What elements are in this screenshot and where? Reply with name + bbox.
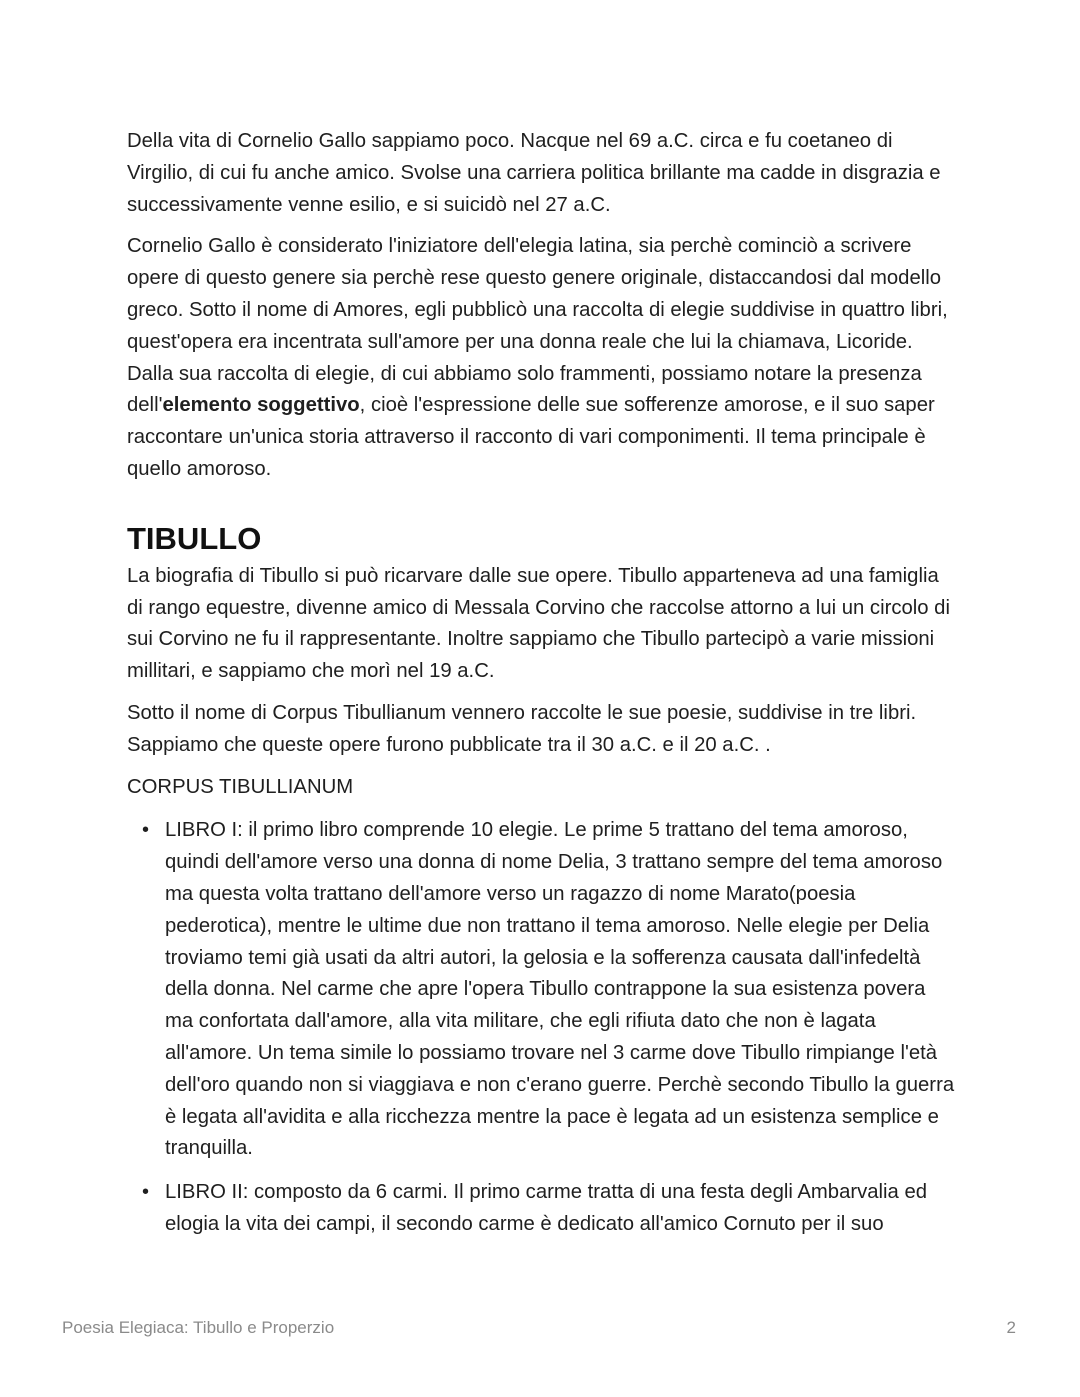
page-number: 2 [1006,1318,1016,1337]
intro-paragraph-2-text-b: , cioè l'espressione delle sue sofferenze amorose, e il suo saper raccontare un'unica storia attraverso il racconto di vari componimenti. Il tema principale è quello amoroso. [127,394,935,480]
list-item-text: LIBRO II: composto da 6 carmi. Il primo carme tratta di una festa degli Ambarvalia ed elogia la vita dei campi, il secondo carme è dedicato all'amico Cornuto per il suo [165,1181,928,1235]
bullet-icon: • [142,819,150,842]
tibullo-paragraph-1: La biografia di Tibullo si può ricarvare dalle sue opere. Tibullo apparteneva ad una famiglia di rango equestre, divenne amico di Messala Corvino che raccolse attorno a lui un circolo di sui Corvino ne fu il rappresentante. Inoltre sappiamo che Tibullo partecipò a varie missioni millitari, e sappiamo che morì nel 19 a.C. [127,564,950,683]
bold-term: elemento soggettivo [162,394,360,417]
list-item-text: LIBRO I: il primo libro comprende 10 elegie. Le prime 5 trattano del tema amoroso, quindi dell'amore verso una donna di nome Delia, 3 trattano sempre del tema amoroso ma questa volta trattano dell'amore verso un ragazzo di nome Marato(poesia pederotica), mentre le ultime due non trattano il tema amoroso. Nelle elegie per Delia troviamo temi già usati da altri autori, la gelosia e la sofferenza causata dall'infedeltà della donna. Nel carme che apre l'opera Tibullo contrappone la sua esistenza povera ma confortata dall'amore, alla vita militare, che egli rifiuta dato che non è lagata all'amore. Un tema simile lo possiamo trovare nel 3 carme dove Tibullo rimpiange l'età dell'oro quando non si viaggiava e non c'erano guerre. Perchè secondo Tibullo la guerra è legata all'avidita e alla ricchezza mentre la pace è legata ad un esistenza semplice e tranquilla. [165,819,955,1160]
section-heading: TIBULLO [127,520,262,556]
intro-paragraph-2 [127,231,957,485]
bullet-icon: • [142,1181,150,1204]
page-footer [62,1318,1016,1338]
tibullo-paragraph-2: Sotto il nome di Corpus Tibullianum vennero raccolte le sue poesie, suddivise in tre libri. Sappiamo che queste opere furono pubblicate tra il 30 a.C. e il 20 a.C. . [127,701,917,756]
book-list [127,815,957,1240]
page-content [127,126,957,1241]
intro-paragraph-2-text-a: Cornelio Gallo è considerato l'iniziatore dell'elegia latina, sia perchè cominciò a scrivere opere di questo genere sia perchè rese questo genere originale, distaccandosi dal modello greco. Sotto il nome di Amores, egli pubblicò una raccolta di elegie suddivise in quattro libri, quest'opera era incentrata sull'amore per una donna reale che lui la chiamava, Licoride. Dalla sua raccolta di elegie, di cui abbiamo solo frammenti, possiamo notare la presenza dell' [127,235,948,417]
list-item [127,1177,957,1241]
intro-paragraph-1: Della vita di Cornelio Gallo sappiamo poco. Nacque nel 69 a.C. circa e fu coetaneo di Virgilio, di cui fu anche amico. Svolse una carriera politica brillante ma cadde in disgrazia e successivamente venne esilio, e si suicidò nel 27 a.C. [127,130,941,216]
footer-title: Poesia Elegiaca: Tibullo e Properzio [62,1318,335,1337]
list-item [127,815,957,1165]
corpus-subheading: CORPUS TIBULLIANUM [127,775,354,798]
